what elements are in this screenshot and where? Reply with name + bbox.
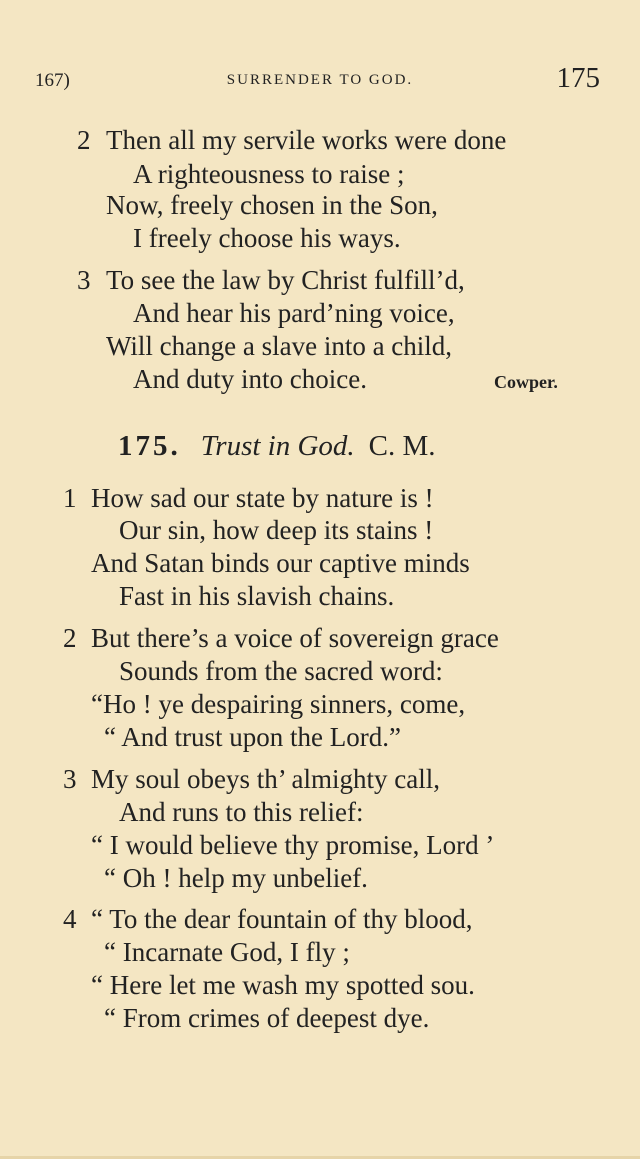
verse-line: And Satan binds our captive minds [91, 548, 470, 578]
verse-line: “Ho ! ye despairing sinners, come, [91, 689, 466, 719]
hymn-heading [118, 430, 436, 463]
verse-line: And hear his pard’ning voice, [133, 298, 455, 328]
hymn-number: 175. [118, 430, 181, 462]
header-hymn-range: 167) [35, 70, 70, 91]
verse-line: “ To the dear fountain of thy blood, [91, 904, 473, 934]
hymn-title: Trust in God. [200, 430, 355, 462]
verse-line: My soul obeys th’ almighty call, [91, 764, 440, 794]
verse-line: Our sin, how deep its stains ! [119, 515, 434, 545]
verse-line: Fast in his slavish chains. [119, 581, 395, 611]
author-attribution: Cowper. [494, 372, 558, 392]
verse-line: Then all my servile works were done [106, 125, 507, 155]
header-title: SURRENDER TO GOD. [226, 72, 414, 88]
verse-line: How sad our state by nature is ! [91, 483, 434, 513]
verse-line: “ And trust upon the Lord.” [104, 722, 401, 752]
verse-line: “ Incarnate God, I fly ; [104, 937, 350, 967]
verse-line: “ Oh ! help my unbelief. [104, 863, 368, 893]
verse-line: A righteousness to raise ; [133, 159, 405, 189]
verse-line: I freely choose his ways. [133, 223, 401, 253]
verse-line: Sounds from the sacred word: [119, 656, 443, 686]
verse-line: Will change a slave into a child, [106, 331, 453, 361]
verse-number: 2 [63, 623, 77, 653]
verse-number: 2 [77, 125, 91, 155]
verse-line: And runs to this relief: [119, 797, 364, 827]
verse-number: 1 [63, 483, 77, 513]
verse-line: “ From crimes of deepest dye. [104, 1003, 430, 1033]
hymn-meter: C. M. [368, 430, 436, 462]
verse-line: But there’s a voice of sovereign grace [91, 623, 499, 653]
verse-line: Now, freely chosen in the Son, [106, 190, 438, 220]
verse-number: 3 [77, 265, 91, 295]
verse-line: “ Here let me wash my spotted sou. [91, 970, 475, 1000]
verse-number: 4 [63, 904, 77, 934]
verse-number: 3 [63, 764, 77, 794]
verse-line: “ I would believe thy promise, Lord ’ [91, 830, 495, 860]
verse-line: To see the law by Christ fulfill’d, [106, 265, 465, 295]
verse-line: And duty into choice. [133, 364, 367, 394]
running-header [0, 62, 640, 102]
page-number: 175 [556, 62, 600, 94]
